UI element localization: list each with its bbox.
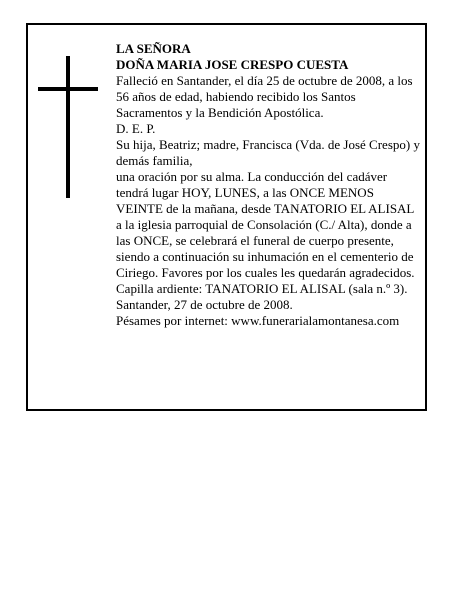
latin-cross-icon — [38, 56, 98, 198]
dep-line: D. E. P. — [116, 121, 156, 136]
cross-horizontal-bar — [38, 87, 98, 91]
family-line: Su hija, Beatriz; madre, Francisca (Vda. de José Crespo) y demás familia, — [116, 137, 420, 168]
place-date: Santander, 27 de octubre de 2008. — [116, 297, 293, 312]
obituary-text — [116, 41, 421, 329]
obituary-notice-frame — [26, 23, 427, 411]
funeral-details: una oración por su alma. La conducción del cadáver tendrá lugar HOY, LUNES, a las ONCE MENOS VEINTE de la mañana, desde TANATORIO EL ALISAL a la iglesia parroquial de Consolación (C./ Alta), donde a las ONCE, se celebrará el funeral de cuerpo presente, siendo a continuación su inhumación en el cementerio de Ciriego. Favores por los cuales les quedarán agradecidos. Capilla ardiente: TANATORIO EL ALISAL (sala n.º 3). — [116, 169, 415, 296]
death-announcement: Falleció en Santander, el día 25 de octubre de 2008, a los 56 años de edad, habiendo recibido los Santos Sacramentos y la Bendición Apostólica. — [116, 73, 413, 120]
notice-title: LA SEÑORA — [116, 41, 191, 56]
deceased-name: DOÑA MARIA JOSE CRESPO CUESTA — [116, 57, 349, 72]
cross-vertical-bar — [66, 56, 70, 198]
condolences-line: Pésames por internet: www.funerarialamontanesa.com — [116, 313, 400, 328]
